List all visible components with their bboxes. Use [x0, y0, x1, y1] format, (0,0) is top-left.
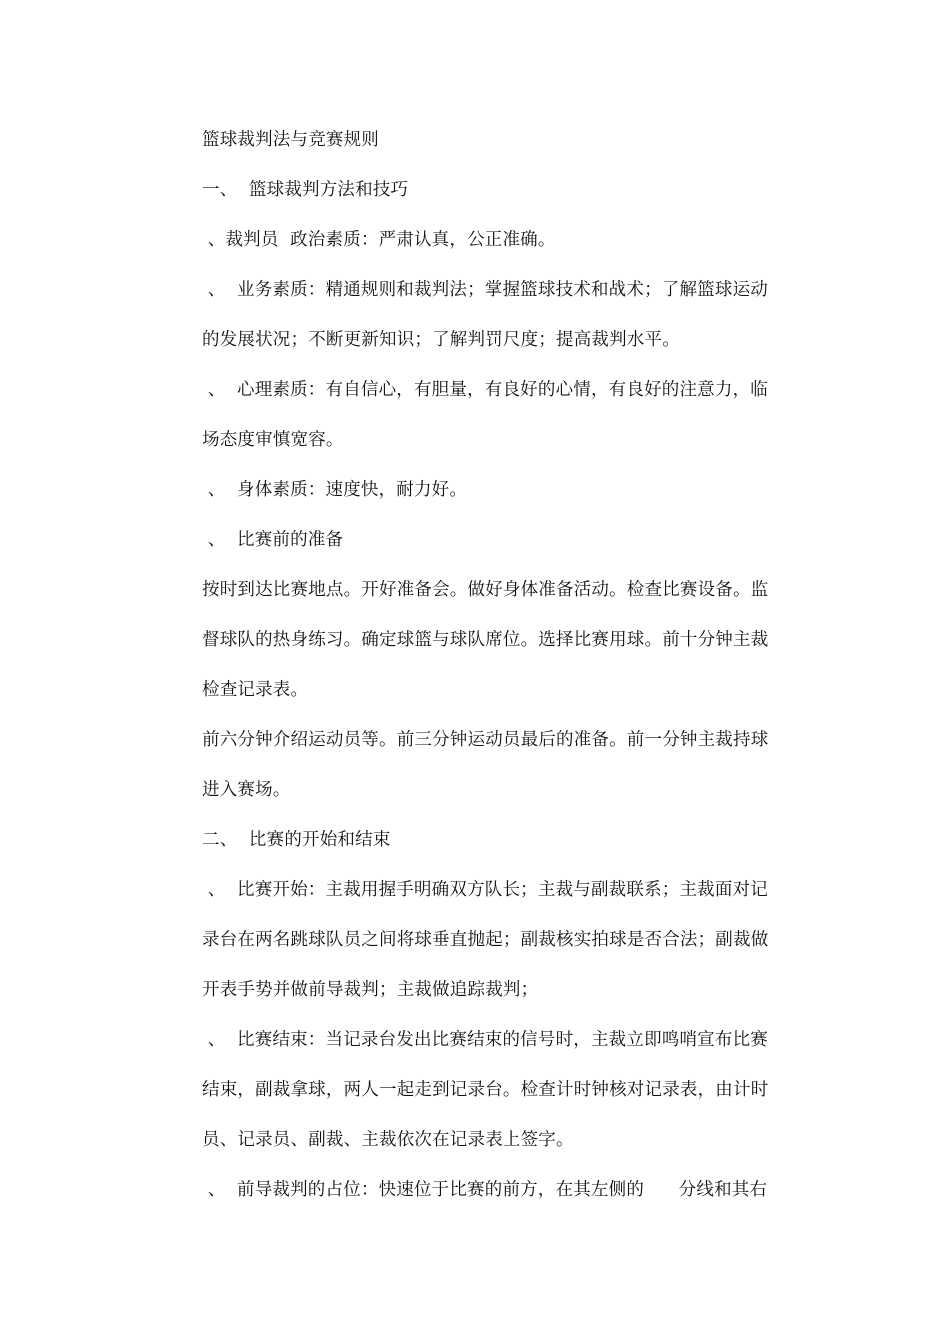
text-line: 、 业务素质：精通规则和裁判法；掌握篮球技术和战术；了解篮球运动 [202, 280, 768, 300]
text-line: 前六分钟介绍运动员等。前三分钟运动员最后的准备。前一分钟主裁持球 [202, 730, 769, 750]
text-line: 、 心理素质：有自信心，有胆量，有良好的心情，有良好的注意力，临 [202, 380, 768, 400]
text-line: 按时到达比赛地点。开好准备会。做好身体准备活动。检查比赛设备。监 [202, 580, 769, 600]
text-line: 、 比赛前的准备 [202, 530, 344, 550]
section-heading-2: 二、 比赛的开始和结束 [202, 830, 391, 850]
text-line: 员、记录员、副裁、主裁依次在记录表上签字。 [202, 1130, 574, 1150]
section-heading-1: 一、 篮球裁判方法和技巧 [202, 180, 409, 200]
text-line: 的发展状况；不断更新知识；了解判罚尺度；提高裁判水平。 [202, 330, 680, 350]
text-line: 、 身体素质：速度快，耐力好。 [202, 480, 468, 500]
text-line: 、 比赛开始：主裁用握手明确双方队长；主裁与副裁联系；主裁面对记 [202, 880, 768, 900]
text-line: 录台在两名跳球队员之间将球垂直抛起；副裁核实拍球是否合法；副裁做 [202, 930, 769, 950]
text-line: 、 前导裁判的占位：快速位于比赛的前方，在其左侧的 分线和其右 [202, 1180, 768, 1200]
text-line: 场态度审慎宽容。 [202, 430, 344, 450]
text-line: 开表手势并做前导裁判；主裁做追踪裁判； [202, 980, 539, 1000]
text-line: 结束，副裁拿球，两人一起走到记录台。检查计时钟核对记录表，由计时 [202, 1080, 769, 1100]
text-line: 检查记录表。 [202, 680, 309, 700]
text-line: 、裁判员 政治素质：严肃认真，公正准确。 [202, 230, 556, 250]
text-line: 督球队的热身练习。确定球篮与球队席位。选择比赛用球。前十分钟主裁 [202, 630, 769, 650]
text-line: 、 比赛结束：当记录台发出比赛结束的信号时，主裁立即鸣哨宣布比赛 [202, 1030, 768, 1050]
text-line: 进入赛场。 [202, 780, 291, 800]
document-title: 篮球裁判法与竞赛规则 [202, 130, 379, 150]
